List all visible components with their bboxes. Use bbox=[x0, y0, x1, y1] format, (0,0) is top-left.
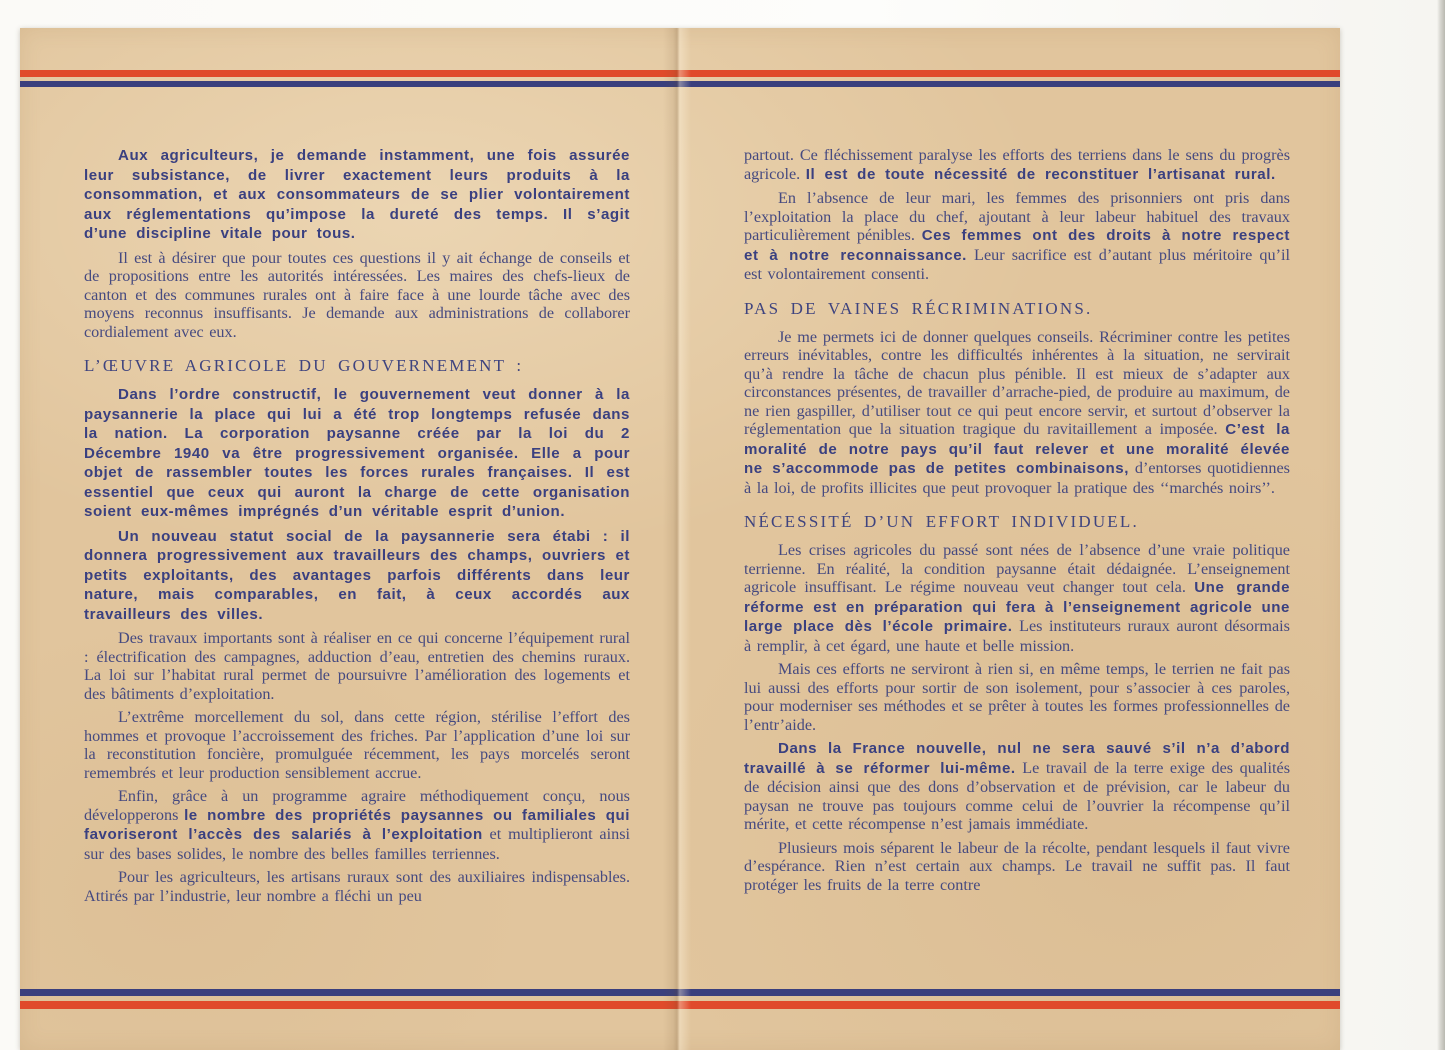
paragraph bbox=[744, 328, 1290, 498]
paragraph bbox=[84, 629, 630, 703]
emphasis-text: Ces femmes ont des droits à notre respect et à notre reconnaissance. bbox=[744, 227, 1290, 264]
emphasis-text: Dans l’ordre constructif, le gouvernement veut donner à la paysannerie la place qui lui a été trop longtemps refusée dans la nation. La corporation paysanne créée par la loi du 2 Décembre 1940 va être progressivement organisée. Elle a pour objet de rassembler toutes les forces rurales françaises. Il est essentiel que ceux qui auront la charge de cette organisation soient eux-mêmes imprégnés d’un véritable esprit d’union. bbox=[84, 386, 630, 520]
center-fold-crease bbox=[663, 28, 691, 1050]
emphasis-text: Une grande réforme est en préparation qui fera à l’enseignement agricole une large place dès l’école primaire. bbox=[744, 579, 1290, 635]
paragraph bbox=[744, 189, 1290, 284]
body-text: d’entorses quotidiennes à la loi, de profits illicites que peut provoquer la pratique des ‘‘marchés noirs’’. bbox=[744, 459, 1290, 497]
body-text: Je me permets ici de donner quelques conseils. Récriminer contre les petites erreurs inévitables, contre les difficultés inhérentes à la situation, ne servirait qu’à rendre la tâche de chacun plus pénible. Il est mieux de s’adapter aux circonstances présentes, de travailler d’arrache-pied, de produire au maximum, de ne rien gaspiller, d’utiliser tout ce qui peut encore servir, et surtout d’observer la réglementation que la situation tragique du ravitaillement a imposée. bbox=[744, 327, 1290, 438]
emphasis-text: Aux agriculteurs, je demande instamment, une fois assurée leur subsistance, de livrer exactement leurs produits à la consommation, et aux consommateurs de se plier volontairement aux réglementations qu’impose la dureté des temps. Il s’agit d’une discipline vitale pour tous. bbox=[84, 147, 630, 242]
page-right-text bbox=[744, 146, 1290, 984]
body-text: Les instituteurs ruraux auront désormais à remplir, à cet égard, une haute et belle mission. bbox=[744, 617, 1290, 655]
body-text: partout. Ce fléchissement paralyse les efforts des terriens dans le sens du progrès agricole. bbox=[744, 146, 1290, 183]
paragraph bbox=[84, 708, 630, 782]
section-heading: PAS DE VAINES RÉCRIMINATIONS. bbox=[744, 298, 1093, 318]
paragraph bbox=[84, 527, 630, 625]
body-text: Il est à désirer que pour toutes ces questions il y ait échange de conseils et de propositions entre les autorités intéressées. Les maires des chefs-lieux de canton et des communes rurales ont à faire face à une lourde tâche avec des moyens reconnus insuffisants. Je demande aux administrations de collaborer cordialement avec eux. bbox=[84, 248, 630, 341]
body-text: Le travail de la terre exige des qualités de décision ainsi que des dons d’observation et de prévision, car le labeur du paysan ne trouve pas toujours comme celui de l’ouvrier la récompense qu’il mérite, et cette récompense n’est jamais immédiate. bbox=[744, 758, 1290, 833]
paragraph bbox=[744, 739, 1290, 834]
pamphlet-page-spread bbox=[20, 28, 1340, 1050]
paragraph bbox=[84, 249, 630, 342]
body-text: Enfin, grâce à un programme agraire méthodiquement conçu, nous développerons bbox=[84, 787, 630, 824]
emphasis-text: C’est la moralité de notre pays qu’il faut relever et une moralité élevée ne s’accommode pas de petites combinaisons, bbox=[744, 421, 1290, 477]
paragraph bbox=[744, 839, 1290, 895]
body-text: Pour les agriculteurs, les artisans ruraux sont des auxiliaires indispensables. Attirés par l’industrie, leur nombre a fléchi un peu bbox=[84, 868, 630, 905]
paragraph bbox=[84, 787, 630, 863]
body-text: En l’absence de leur mari, les femmes des prisonniers ont pris dans l’exploitation la place du chef, ajoutant à leur labeur habituel des travaux particulièrement pénibles. bbox=[744, 189, 1290, 244]
paragraph bbox=[744, 541, 1290, 655]
emphasis-text: Il est de toute nécessité de reconstituer l’artisanat rural. bbox=[805, 165, 1276, 183]
paragraph bbox=[84, 385, 630, 522]
paragraph bbox=[744, 660, 1290, 734]
scanner-edge-strip bbox=[1437, 0, 1445, 1050]
body-text: Mais ces efforts ne serviront à rien si, en même temps, le terrien ne fait pas lui aussi des efforts pour sortir de son isolement, pour s’associer à ces paroles, pour moderniser ses méthodes et se prêter à toutes les formes professionnelles de l’entr’aide. bbox=[744, 660, 1290, 734]
emphasis-text: Un nouveau statut social de la paysannerie sera étabi : il donnera progressivement aux travailleurs des champs, ouvriers et petits exploitants, des avantages parfois différents dans leur nature, mais comparables, en fait, à ceux accordés aux travailleurs des villes. bbox=[84, 527, 630, 623]
body-text: Leur sacrifice est d’autant plus méritoire qu’il est volontairement consenti. bbox=[744, 245, 1290, 283]
paragraph bbox=[84, 868, 630, 905]
section-heading: NÉCESSITÉ D’UN EFFORT INDIVIDUEL. bbox=[744, 512, 1139, 531]
body-text: Les crises agricoles du passé sont nées de l’absence d’une vraie politique terrienne. En réalité, la condition paysanne était dédaignée. L’enseignement agricole insuffisant. Le régime nouveau veut changer tout cela. bbox=[744, 541, 1290, 596]
page-left-text bbox=[84, 146, 630, 984]
emphasis-text: Dans la France nouvelle, nul ne sera sauvé s’il n’a d’abord travaillé à se réformer lui-même. bbox=[744, 740, 1290, 777]
body-text: L’extrême morcellement du sol, dans cette région, stérilise l’effort des hommes et provoque l’accroissement des friches. Par l’application d’une loi sur la reconstitution foncière, promulguée récemment, les pays morcelés seront remembrés et leur production sensiblement accrue. bbox=[84, 708, 630, 782]
emphasis-text: le nombre des propriétés paysannes ou familiales qui favoriseront l’accès des salariés à l’exploitation bbox=[84, 806, 630, 843]
paragraph bbox=[744, 146, 1290, 184]
paragraph bbox=[84, 146, 630, 244]
body-text: Plusieurs mois séparent le labeur de la récolte, pendant lesquels il faut vivre d’espérance. Rien n’est certain aux champs. Le travail ne suffit pas. Il faut protéger les fruits de la terre contre bbox=[744, 838, 1290, 894]
body-text: et multiplieront ainsi sur des bases solides, le nombre des belles familles terriennes. bbox=[84, 825, 630, 863]
section-heading: L’ŒUVRE AGRICOLE DU GOUVERNEMENT : bbox=[84, 356, 524, 375]
body-text: Des travaux importants sont à réaliser en ce qui concerne l’équipement rural : électrification des campagnes, adduction d’eau, entretien des chemins ruraux. La loi sur l’habitat rural permet de poursuivre l’amélioration des logements et des bâtiments d’exploitation. bbox=[84, 629, 630, 703]
